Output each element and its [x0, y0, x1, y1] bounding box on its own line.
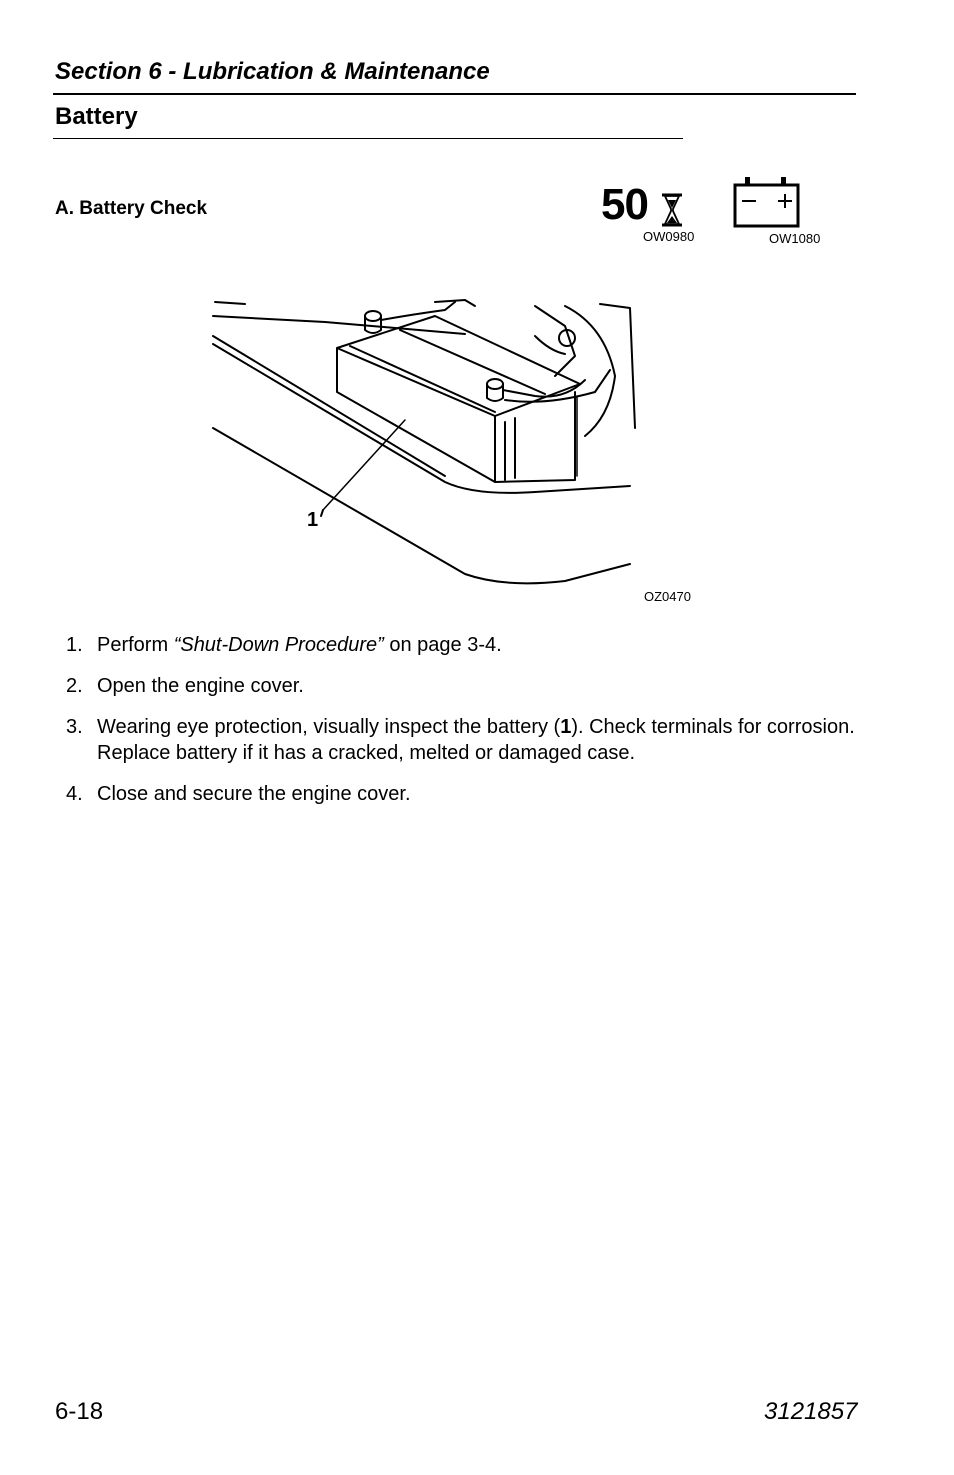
figure-code: OZ0470: [644, 589, 691, 604]
step-text-part: Perform: [97, 634, 174, 656]
step-text: Close and secure the engine cover.: [97, 783, 411, 805]
step-text: [97, 632, 856, 658]
page-heading: Battery: [55, 103, 138, 130]
heading-rule: [53, 138, 683, 139]
interval-hours: 50: [601, 180, 648, 229]
section-title: Section 6 - Lubrication & Maintenance: [55, 58, 490, 85]
hourglass-icon: [660, 193, 684, 227]
step-text: [97, 714, 856, 766]
step-text-part: on page 3-4.: [383, 634, 502, 656]
document-number: 3121857: [764, 1398, 858, 1425]
callout-number: 1: [307, 509, 319, 531]
step-number: 3.: [66, 716, 83, 738]
step-1: [66, 632, 856, 658]
step-4: [66, 781, 856, 807]
step-text-part: Wearing eye protection, visually inspect the battery (: [97, 716, 561, 738]
procedure-heading: A. Battery Check: [55, 198, 208, 219]
battery-icon: [733, 176, 801, 228]
step-text-part: ). Check terminals for corrosion. Replace battery if it has a cracked, melted or damaged case.: [97, 716, 855, 764]
procedure-steps: [66, 632, 856, 822]
step-text: Open the engine cover.: [97, 675, 304, 697]
interval-symbol-code: OW0980: [643, 229, 695, 244]
header-rule: [53, 93, 856, 95]
battery-symbol-code: OW1080: [769, 231, 821, 246]
battery-location-illustration: [205, 296, 645, 596]
step-number: 2.: [66, 675, 83, 697]
step-3: [66, 714, 856, 766]
page-number: 6-18: [55, 1398, 104, 1425]
step-2: [66, 673, 856, 699]
step-number: 1.: [66, 634, 83, 656]
procedure-reference: “Shut-Down Procedure”: [173, 634, 384, 656]
callout-reference: 1: [560, 716, 572, 738]
step-number: 4.: [66, 783, 83, 805]
